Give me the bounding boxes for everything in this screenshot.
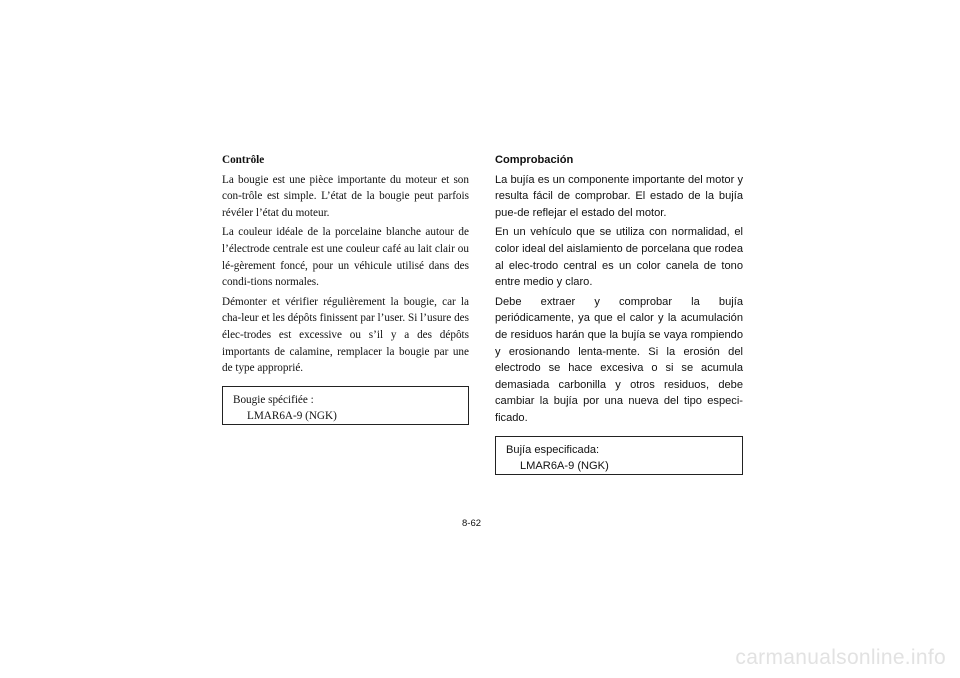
paragraph-es-2: En un vehículo que se utiliza con normalidad, el color ideal del aislamiento de porcelana que rodea al elec-trodo central es un color canela de tono entre medio y claro. bbox=[495, 226, 743, 289]
spec-label-fr: Bougie spécifiée : bbox=[233, 393, 314, 406]
french-column bbox=[222, 152, 469, 425]
spec-value-es: LMAR6A-9 (NGK) bbox=[520, 460, 609, 473]
watermark-text: carmanualsonline.info bbox=[735, 646, 946, 669]
paragraph-es-3: Debe extraer y comprobar la bujía periódicamente, ya que el calor y la acumulación de residuos harán que la bujía se vaya rompiendo y erosionando lenta-mente. Si la erosión del electrodo se hace excesiva o si se acumula demasiada carbonilla y otros residuos, debe cambiar la bujía por una nueva del tipo especi-ficado. bbox=[495, 295, 743, 424]
spanish-column bbox=[495, 152, 743, 475]
section-heading-es: Comprobación bbox=[495, 154, 574, 166]
spec-label-es: Bujía especificada: bbox=[506, 443, 600, 456]
paragraph-fr-1: La bougie est une pièce importante du moteur et son con-trôle est simple. L’état de la bougie peut parfois révéler l’état du moteur. bbox=[222, 173, 469, 219]
paragraph-fr-2: La couleur idéale de la porcelaine blanche autour de l’électrode centrale est une couleur café au lait clair ou lé-gèrement foncé, pour un véhicule utilisé dans des condi-tions normales. bbox=[222, 226, 469, 289]
spec-box-es bbox=[495, 436, 743, 475]
page-number: 8-62 bbox=[462, 518, 482, 529]
paragraph-fr-3: Démonter et vérifier régulièrement la bougie, car la cha-leur et les dépôts finissent par l’user. Si l’usure des élec-trodes est excessive ou s’il y a des dépôts importants de calamine, remplacer la bougie par une de type approprié. bbox=[222, 295, 469, 375]
spec-value-fr: LMAR6A-9 (NGK) bbox=[247, 410, 337, 423]
section-heading-fr: Contrôle bbox=[222, 154, 265, 166]
spec-box-fr bbox=[222, 386, 469, 425]
paragraph-es-1: La bujía es un componente importante del motor y resulta fácil de comprobar. El estado de la bujía pue-de reflejar el estado del motor. bbox=[495, 173, 743, 219]
